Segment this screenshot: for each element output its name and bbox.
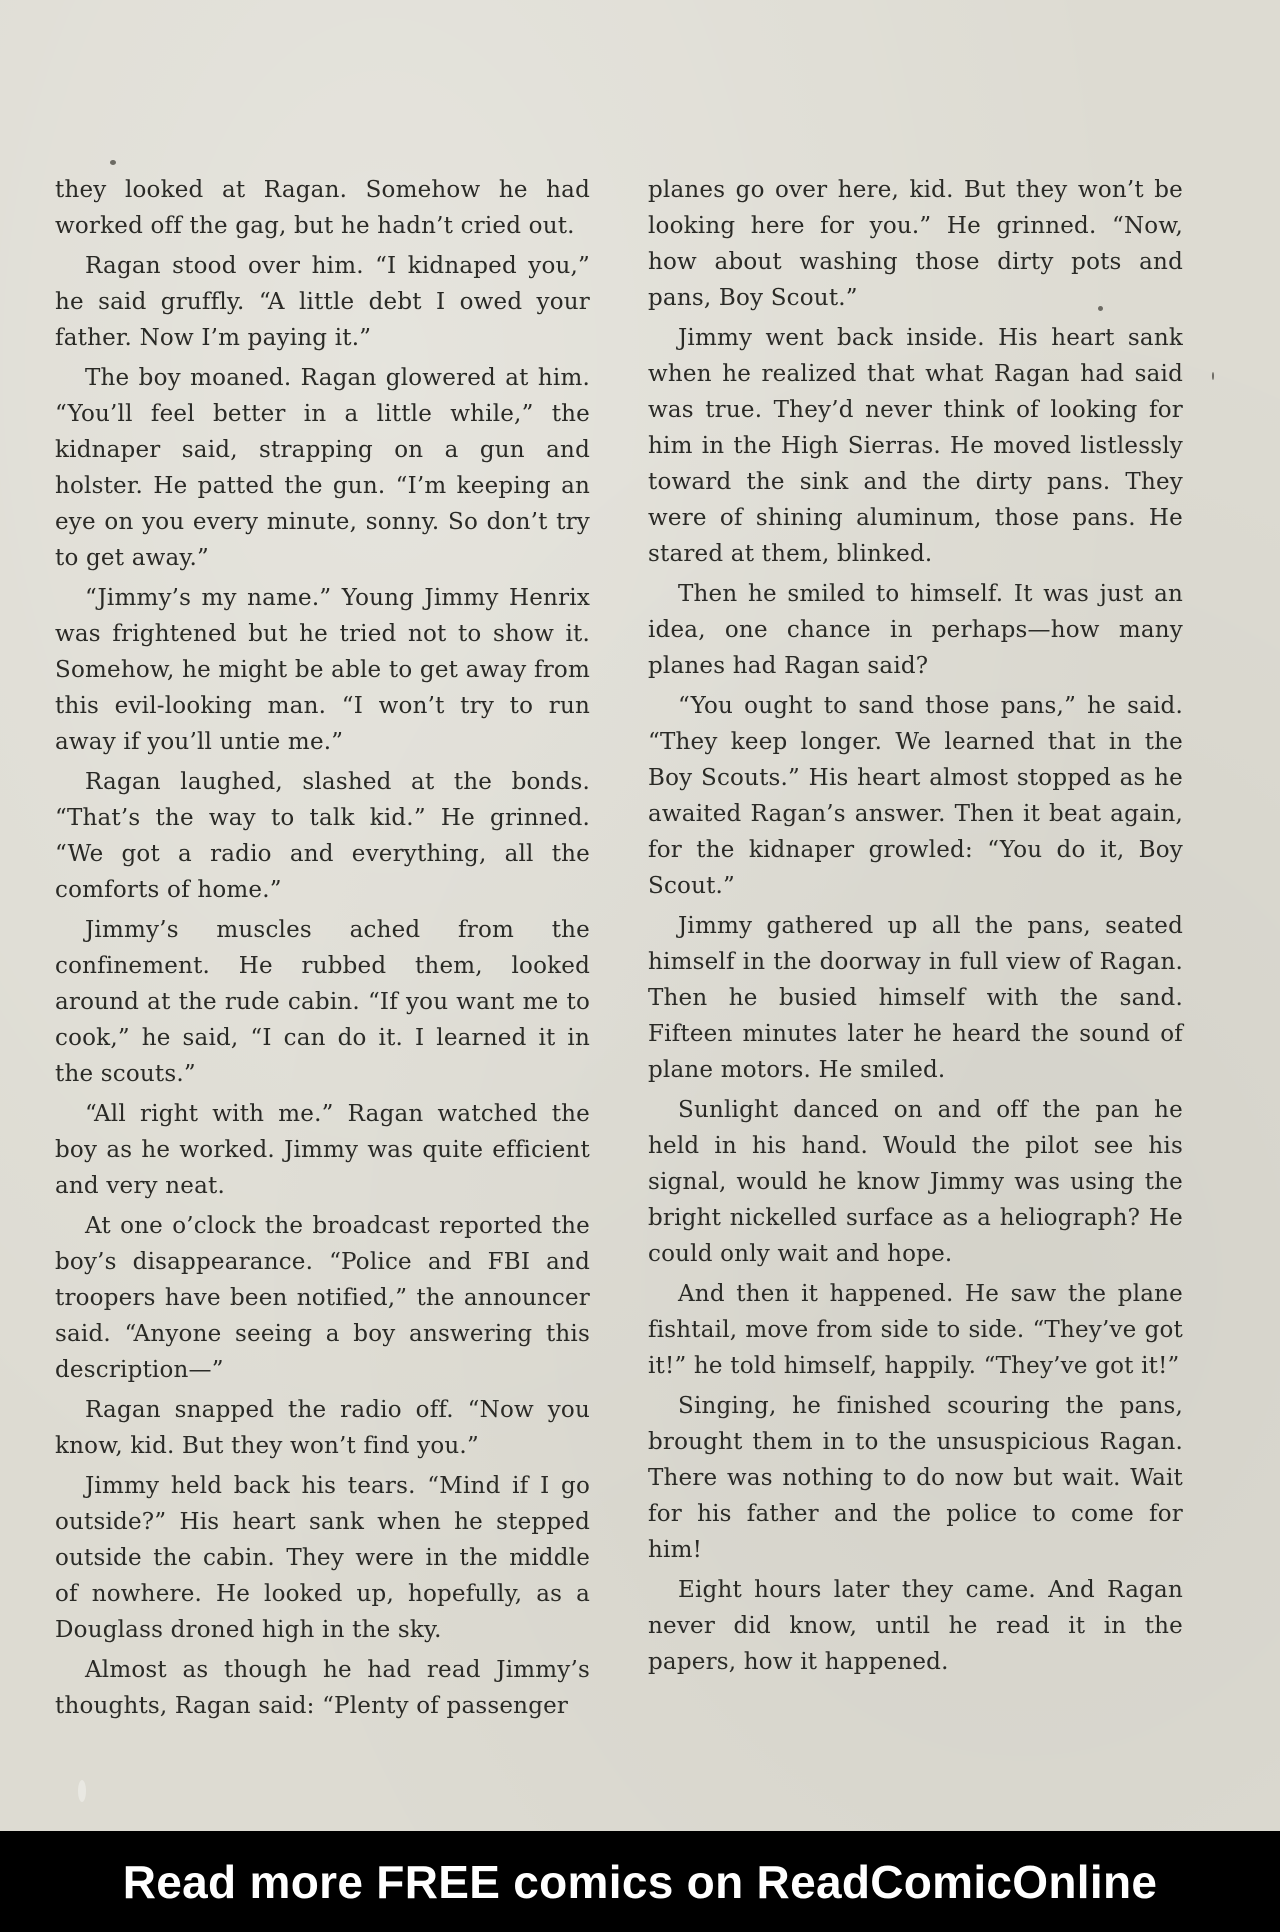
- paragraph: “All right with me.” Ragan watched the boy as he worked. Jimmy was quite efficient and very neat.: [55, 1101, 590, 1199]
- paper-speck: [110, 160, 116, 165]
- story-column-left: [55, 172, 590, 1728]
- paragraph: “Jimmy’s my name.” Young Jimmy Henrix was frightened but he tried not to show it. Somehow, he might be able to get away from this evil-looking man. “I won’t try to run away if you’ll untie me.”: [55, 585, 590, 755]
- promo-banner-text[interactable]: Read more FREE comics on ReadComicOnline: [122, 1855, 1158, 1908]
- paragraph: Jimmy held back his tears. “Mind if I go outside?” His heart sank when he stepped outside the cabin. They were in the middle of nowhere. He looked up, hopefully, as a Douglass droned high in the sky.: [55, 1473, 590, 1643]
- paragraph: Singing, he finished scouring the pans, brought them in to the unsuspicious Ragan. There was nothing to do now but wait. Wait for his father and the police to come for him!: [648, 1393, 1183, 1563]
- paragraph: they looked at Ragan. Somehow he had worked off the gag, but he hadn’t cried out.: [55, 177, 590, 239]
- promo-banner[interactable]: [0, 1831, 1280, 1932]
- paragraph: Sunlight danced on and off the pan he held in his hand. Would the pilot see his signal, would he know Jimmy was using the bright nickelled surface as a heliograph? He could only wait and hope.: [648, 1097, 1183, 1267]
- paper-speck: [1212, 372, 1214, 380]
- paragraph: Jimmy gathered up all the pans, seated himself in the doorway in full view of Ragan. Then he busied himself with the sand. Fifteen minutes later he heard the sound of plane motors. He smiled.: [648, 913, 1183, 1083]
- paragraph: At one o’clock the broadcast reported the boy’s disappearance. “Police and FBI and troopers have been notified,” the announcer said. “Anyone seeing a boy answering this description—”: [55, 1213, 590, 1383]
- paragraph: “You ought to sand those pans,” he said. “They keep longer. We learned that in the Boy Scouts.” His heart almost stopped as he awaited Ragan’s answer. Then it beat again, for the kidnaper growled: “You do it, Boy Scout.”: [648, 693, 1183, 899]
- paragraph: Eight hours later they came. And Ragan never did know, until he read it in the papers, how it happened.: [648, 1577, 1183, 1675]
- paragraph: And then it happened. He saw the plane fishtail, move from side to side. “They’ve got it!” he told himself, happily. “They’ve got it!”: [648, 1281, 1183, 1379]
- paragraph: Then he smiled to himself. It was just an idea, one chance in perhaps—how many planes had Ragan said?: [648, 581, 1183, 679]
- paragraph: Jimmy went back inside. His heart sank when he realized that what Ragan had said was true. They’d never think of looking for him in the High Sierras. He moved listlessly toward the sink and the dirty pans. They were of shining aluminum, those pans. He stared at them, blinked.: [648, 325, 1183, 567]
- paper-speck: [78, 1780, 86, 1802]
- paragraph: Ragan stood over him. “I kidnaped you,” he said gruffly. “A little debt I owed your father. Now I’m paying it.”: [55, 253, 590, 351]
- paragraph: planes go over here, kid. But they won’t be looking here for you.” He grinned. “Now, how about washing those dirty pots and pans, Boy Scout.”: [648, 177, 1183, 311]
- paragraph: Ragan laughed, slashed at the bonds. “That’s the way to talk kid.” He grinned. “We got a radio and everything, all the comforts of home.”: [55, 769, 590, 903]
- story-column-right: [648, 172, 1183, 1684]
- paragraph: Jimmy’s muscles ached from the confinement. He rubbed them, looked around at the rude cabin. “If you want me to cook,” he said, “I can do it. I learned it in the scouts.”: [55, 917, 590, 1087]
- paragraph: The boy moaned. Ragan glowered at him. “You’ll feel better in a little while,” the kidnaper said, strapping on a gun and holster. He patted the gun. “I’m keeping an eye on you every minute, sonny. So don’t try to get away.”: [55, 365, 590, 571]
- paragraph: Almost as though he had read Jimmy’s thoughts, Ragan said: “Plenty of passenger: [55, 1657, 590, 1719]
- paragraph: Ragan snapped the radio off. “Now you know, kid. But they won’t find you.”: [55, 1397, 590, 1459]
